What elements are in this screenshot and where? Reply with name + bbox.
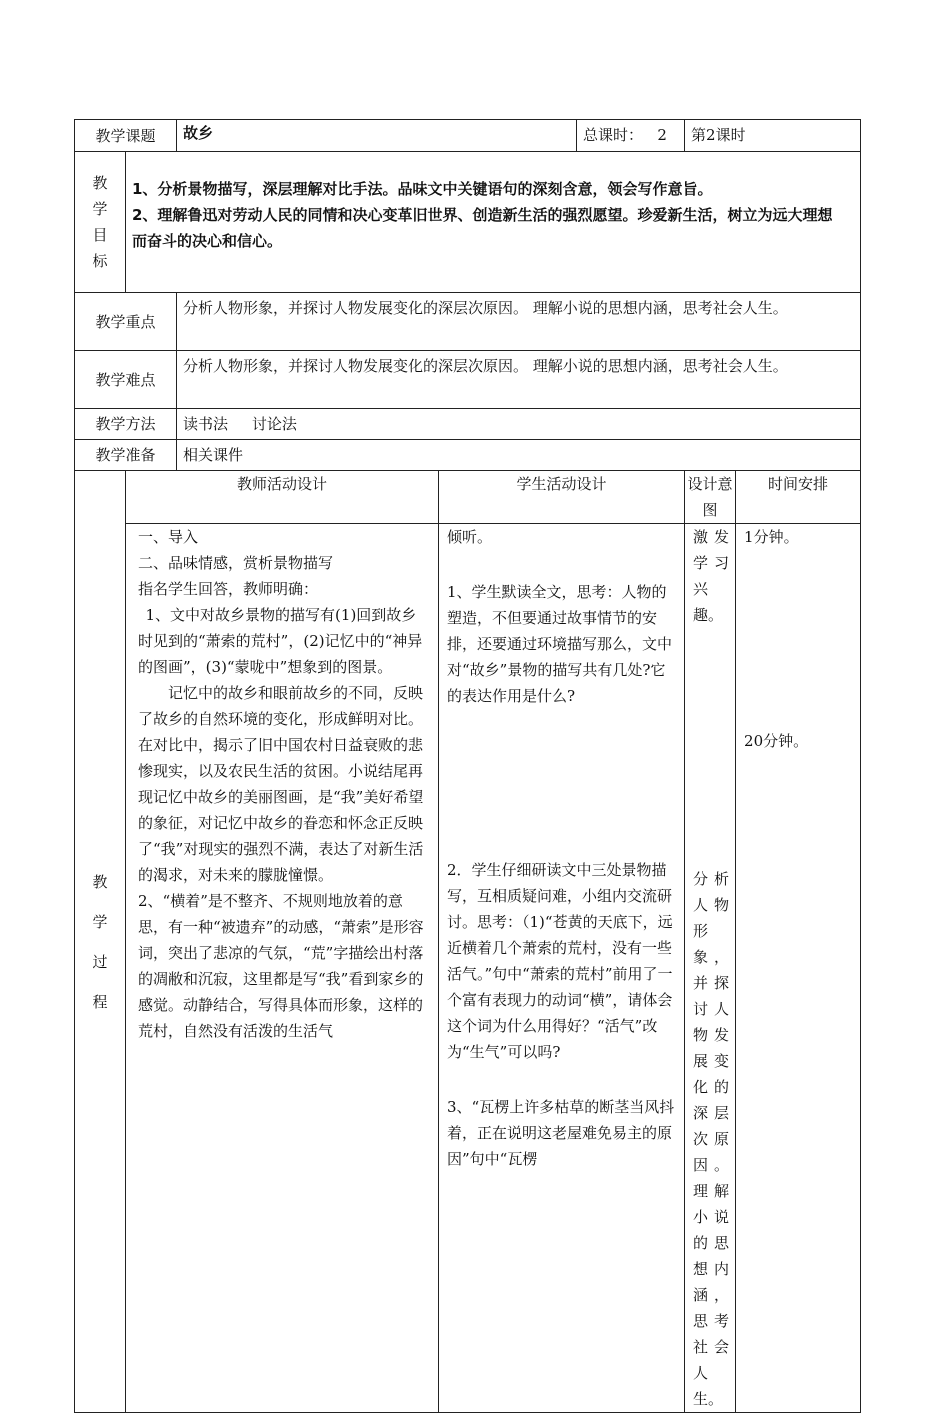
- focus-label: 教学重点: [75, 293, 177, 351]
- topic-label: 教学课题: [75, 120, 177, 152]
- process-body-row: [75, 524, 861, 1413]
- focus-row: [75, 293, 861, 351]
- total-hours-label: 总课时：: [583, 126, 644, 144]
- time-p2: 20分钟。: [744, 732, 809, 750]
- lesson-plan-table: [74, 119, 861, 1413]
- time-p1: 1分钟。: [744, 528, 799, 546]
- column-teacher: 教师活动设计: [126, 471, 439, 524]
- student-activity: [439, 524, 685, 1413]
- student-p1: 倾听。: [447, 528, 493, 546]
- teacher-p5: 记忆中的故乡和眼前故乡的不同，反映了故乡的自然环境的变化，形成鲜明对比。在对比中，揭示了旧中国农村日益衰败的悲惨现实，以及农民生活的贫困。小说结尾再现记忆中故乡的美丽图画，是“我”美好希望的象征，对记忆中故乡的眷恋和怀念正反映了“我”对现实的强烈不满，表达了对新生活的渴求，对未来的朦胧憧憬。: [138, 684, 424, 884]
- prep-row: [75, 440, 861, 471]
- focus-text: 分析人物形象，并探讨人物发展变化的深层次原因。 理解小说的思想内涵，思考社会人生。: [177, 293, 861, 351]
- goals-row: [75, 152, 861, 293]
- lesson-plan-sheet: [74, 119, 860, 1408]
- goals-label-char: 标: [92, 252, 108, 270]
- teacher-p2: 二、品味情感，赏析景物描写: [138, 554, 334, 572]
- goal-2: 2、理解鲁迅对劳动人民的同情和决心变革旧世界、创造新生活的强烈愿望。珍爱新生活，树立为远大理想而奋斗的决心和信心。: [132, 206, 833, 250]
- total-hours-value: 2: [657, 126, 667, 144]
- process-label-char: 过: [92, 952, 108, 971]
- goal-1: 1、分析景物描写，深层理解对比手法。品味文中关键语句的深刻含意，领会写作意旨。: [132, 180, 713, 198]
- prep-text: 相关课件: [177, 440, 861, 471]
- method-label: 教学方法: [75, 409, 177, 440]
- student-p3: 2．学生仔细研读文中三处景物描写，互相质疑问难，小组内交流研讨。思考：（1)“苍黄的天底下，远近横着几个萧索的荒村，没有一些活气。”句中“萧索的荒村”前用了一个富有表现力的动词“横”，请体会这个词为什么用得好？“活气”改为“生气”可以吗?: [447, 861, 673, 1061]
- goals-label-char: 教: [92, 174, 108, 192]
- process-header-row: [75, 471, 861, 524]
- teacher-p1: 一、导入: [138, 528, 199, 546]
- difficulty-label: 教学难点: [75, 351, 177, 409]
- goals-label-char: 学: [92, 200, 108, 218]
- time-allocation: [736, 524, 861, 1413]
- teacher-p3: 指名学生回答，教师明确：: [138, 580, 319, 598]
- design-intent: [685, 524, 736, 1413]
- column-intent: 设计意图: [685, 471, 736, 524]
- intent-p2: 分析人物形象，并探讨人物发展变化的深层次原因。理解小说的思想内涵，思考社会人生。: [693, 870, 730, 1408]
- teacher-activity: [126, 524, 439, 1413]
- process-label-char: 程: [92, 992, 108, 1011]
- student-p2: 1、学生默读全文，思考：人物的塑造，不但要通过故事情节的安排，还要通过环境描写那么，文中对“故乡”景物的描写共有几处?它的表达作用是什么?: [447, 583, 673, 705]
- goals-text: [126, 152, 861, 293]
- total-hours-cell: [577, 120, 685, 152]
- lesson-number: 第2课时: [685, 120, 861, 152]
- column-student: 学生活动设计: [439, 471, 685, 524]
- student-p4: 3、“瓦楞上许多枯草的断茎当风抖着，正在说明这老屋难免易主的原因”句中“瓦楞: [447, 1098, 675, 1168]
- difficulty-row: [75, 351, 861, 409]
- goals-label: [75, 152, 126, 293]
- goals-label-char: 目: [92, 226, 108, 244]
- process-label-char: 学: [92, 912, 108, 931]
- prep-label: 教学准备: [75, 440, 177, 471]
- method-row: [75, 409, 861, 440]
- process-label-char: 教: [92, 872, 108, 891]
- process-label: [75, 471, 126, 1413]
- topic-title: 故乡: [177, 120, 577, 152]
- teacher-p6: 2、“横着”是不整齐、不规则地放着的意思，有一种“被遗弃”的动感，“萧索”是形容词，突出了悲凉的气氛，“荒”字描绘出村落的凋敝和沉寂，这里都是写“我”看到家乡的感觉。动静结合，写得具体而形象，这样的荒村，自然没有活泼的生活气: [138, 892, 424, 1040]
- intent-p1: 激发学习兴趣。: [693, 528, 730, 624]
- topic-row: [75, 120, 861, 152]
- column-time: 时间安排: [736, 471, 861, 524]
- method-text: 读书法 讨论法: [177, 409, 861, 440]
- teacher-p4: 1、文中对故乡景物的描写有(1)回到故乡时见到的“萧索的荒村”，(2)记忆中的“神异的图画”，(3)“蒙咙中”想象到的图景。: [138, 606, 423, 676]
- difficulty-text: 分析人物形象，并探讨人物发展变化的深层次原因。 理解小说的思想内涵，思考社会人生。: [177, 351, 861, 409]
